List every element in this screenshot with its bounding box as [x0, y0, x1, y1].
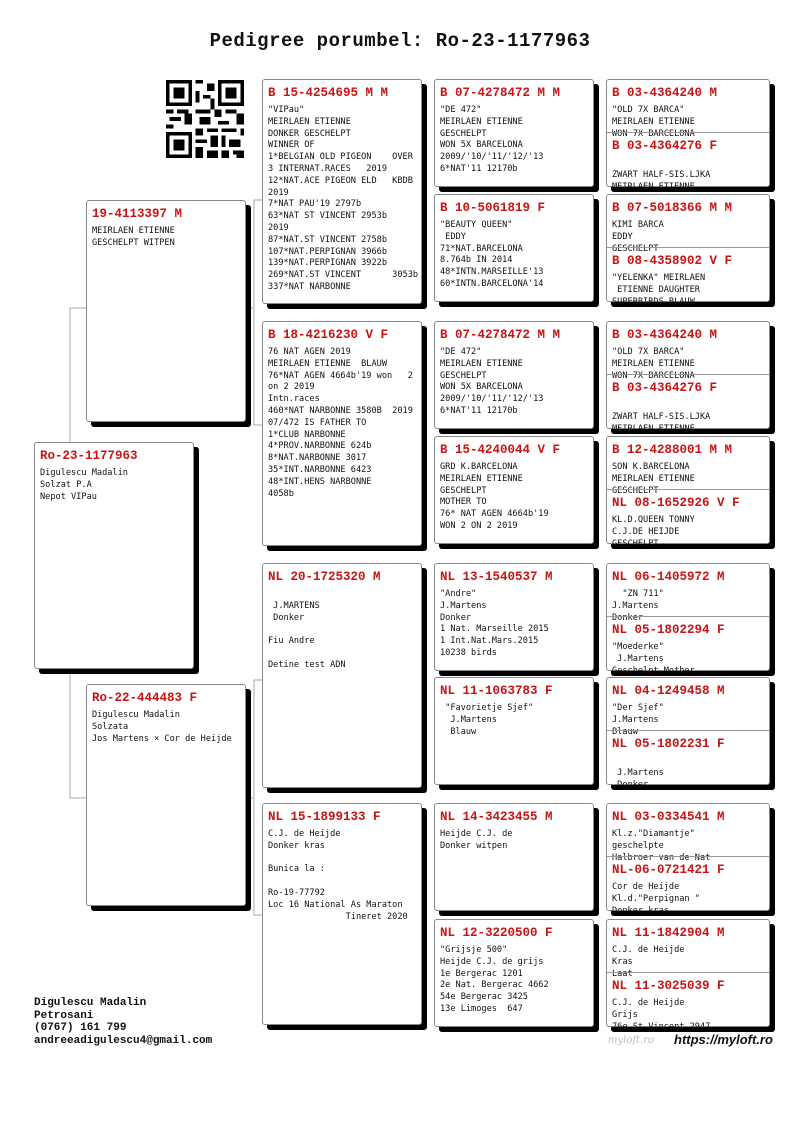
pigeon-details: "ZN 711" J.Martens Donker: [612, 589, 664, 623]
g4-card[interactable]: [434, 803, 594, 911]
g5-pair-card: [606, 803, 770, 916]
ring-number: NL 11-1842904 M: [612, 926, 725, 940]
ring-number: NL 05-1802294 F: [612, 623, 725, 637]
sire-sire-card[interactable]: [262, 79, 422, 304]
g5-pair-card: [606, 321, 770, 434]
ring-number: NL 14-3423455 M: [440, 810, 553, 824]
pigeon-details: "VIPau" MEIRLAEN ETIENNE DONKER GESCHELPT WINNER OF 1*BELGIAN OLD PIGEON OVER 3 INTERNAT.RACES 2019 12*NAT.ACE PIGEON ELD KBDB 2019 7*NAT PAU'19 2797b 63*NAT ST VINCENT 2953b 2019 87*NAT.ST VINCENT 2758b 107*NAT.PERPIGNAN 3966b 139*NAT.PERPIGNAN 3922b 269*NAT.ST VINCENT 3053b 337*NAT NARBONNE: [268, 105, 419, 292]
pigeon-details: "YELENKA" MEIRLAEN ETIENNE DAUGHTER SUPERBIRDS BLAUW: [612, 273, 706, 307]
g4-card[interactable]: [434, 321, 594, 429]
ring-number: NL 05-1802231 F: [612, 737, 725, 751]
sire-dam-card[interactable]: [262, 321, 422, 546]
ring-number: B 07-4278472 M M: [440, 86, 561, 100]
watermark-text: myloft.ro: [608, 1035, 655, 1046]
pigeon-details: KIMI BARCA EDDY GESCHELPT: [612, 220, 664, 254]
ring-number: B 03-4364240 M: [612, 86, 718, 100]
g5-card[interactable]: [607, 195, 769, 254]
ring-number: NL 04-1249458 M: [612, 684, 725, 698]
pigeon-details: "OLD 7X BARCA" MEIRLAEN ETIENNE WON 7X BARCELONA: [612, 105, 695, 139]
pigeon-details: "OLD 7X BARCA" MEIRLAEN ETIENNE WON 7X BARCELONA: [612, 347, 695, 381]
g5-card[interactable]: [607, 375, 769, 434]
pigeon-details: "BEAUTY QUEEN" EDDY 71*NAT.BARCELONA 8.764b IN 2014 48*INTN.MARSEILLE'13 60*INTN.BARCELONA'14: [440, 220, 544, 289]
pigeon-details: GRD K.BARCELONA MEIRLAEN ETIENNE GESCHELPT MOTHER TO 76* NAT AGEN 4664b'19 WON 2 ON 2 2019: [440, 462, 549, 531]
pigeon-details: C.J. de Heijde Donker kras Bunica la : Ro-19-77792 Loc 16 National As Maraton Tineret 2020: [268, 829, 408, 922]
ring-number: B 03-4364276 F: [612, 381, 718, 395]
g4-card[interactable]: [434, 563, 594, 671]
pigeon-details: "Der Sjef" J.Martens Blauw: [612, 703, 664, 737]
ring-number: NL 11-3025039 F: [612, 979, 725, 993]
pigeon-details: "DE 472" MEIRLAEN ETIENNE GESCHELPT WON 5X BARCELONA 2009/'10/'11/'12/'13 6*NAT'11 12170b: [440, 347, 544, 416]
dam-card[interactable]: [86, 684, 246, 906]
ring-number: B 03-4364276 F: [612, 139, 718, 153]
owner-city: Petrosani: [34, 1009, 94, 1022]
g5-pair-card: [606, 919, 770, 1032]
pigeon-details: C.J. de Heijde Kras Laat: [612, 945, 685, 979]
dam-sire-card[interactable]: [262, 563, 422, 788]
pigeon-details: C.J. de Heijde Grijs 76e St Vincent 2947: [612, 998, 711, 1032]
owner-phone: (0767) 161 799: [34, 1022, 127, 1035]
ring-number: NL 03-0334541 M: [612, 810, 725, 824]
ring-number: NL 06-1405972 M: [612, 570, 725, 584]
g4-card[interactable]: [434, 79, 594, 187]
owner-contact: [34, 997, 212, 1047]
ring-number: 19-4113397 M: [92, 207, 183, 221]
pigeon-details: SON K.BARCELONA MEIRLAEN ETIENNE GESCHELPT: [612, 462, 695, 496]
ring-number: B 03-4364240 M: [612, 328, 718, 342]
ring-number: B 08-4358902 V F: [612, 254, 733, 268]
pigeon-details: Digulescu Madalin Solzat P.A Nepot VIPau: [40, 468, 128, 502]
ring-number: Ro-22-444483 F: [92, 691, 198, 705]
pigeon-details: Heijde C.J. de Donker witpen: [440, 829, 513, 851]
g5-card[interactable]: [607, 80, 769, 139]
ring-number: B 07-5018366 M M: [612, 201, 733, 215]
ring-number: NL 20-1725320 M: [268, 570, 381, 584]
g5-pair-card: [606, 79, 770, 192]
pigeon-details: Digulescu Madalin Solzata Jos Martens × Cor de Heijde: [92, 710, 232, 744]
pigeon-details: "Moederke" J.Martens Geschelpt Mother: [612, 642, 695, 676]
pigeon-details: "Grijsje 500" Heijde C.J. de grijs 1e Bergerac 1201 2e Nat. Bergerac 4662 54e Bergerac 3425 13e Limoges 647: [440, 945, 549, 1014]
page-title: Pedigree porumbel: Ro-23-1177963: [209, 30, 591, 52]
g5-card[interactable]: [607, 248, 769, 307]
g4-card[interactable]: [434, 677, 594, 785]
owner-email[interactable]: andreeadigulescu4@gmail.com: [34, 1034, 213, 1047]
g5-pair-card: [606, 436, 770, 549]
g5-card[interactable]: [607, 133, 769, 192]
owner-name: Digulescu Madalin: [34, 997, 147, 1009]
g5-pair-card: [606, 677, 770, 790]
pigeon-details: "Favorietje Sjef" J.Martens Blauw: [445, 703, 534, 737]
ring-number: NL 12-3220500 F: [440, 926, 553, 940]
g5-card[interactable]: [607, 857, 769, 916]
g4-card[interactable]: [434, 919, 594, 1027]
ring-number: NL 15-1899133 F: [268, 810, 381, 824]
g5-card[interactable]: [607, 678, 769, 737]
g5-card[interactable]: [607, 617, 769, 676]
g5-card[interactable]: [607, 804, 769, 863]
pigeon-details: "DE 472" MEIRLAEN ETIENNE GESCHELPT WON 5X BARCELONA 2009/'10/'11/'12/'13 6*NAT'11 12170b: [440, 105, 544, 174]
pigeon-details: KL.D.QUEEN TONNY C.J.DE HEIJDE GESCHELPT: [612, 515, 695, 549]
pigeon-details: J.Martens Donker: [617, 767, 664, 790]
pigeon-details: ZWART HALF-SIS.LJKA MEIRLAEN ETIENNE: [612, 169, 711, 192]
ring-number: Ro-23-1177963: [40, 449, 138, 463]
pigeon-details: Cor de Heijde Kl.d."Perpignan " Donker kras: [612, 882, 700, 916]
ring-number: B 18-4216230 V F: [268, 328, 389, 342]
g5-pair-card: [606, 194, 770, 307]
g5-card[interactable]: [607, 564, 769, 623]
ring-number: B 15-4240044 V F: [440, 443, 561, 457]
ring-number: NL 08-1652926 V F: [612, 496, 740, 510]
ring-number: B 12-4288001 M M: [612, 443, 733, 457]
pigeon-details: MEIRLAEN ETIENNE GESCHELPT WITPEN: [92, 226, 175, 248]
myloft-watermark-logo: [608, 1032, 662, 1046]
ring-number: NL-06-0721421 F: [612, 863, 725, 877]
g5-pair-card: [606, 563, 770, 676]
ring-number: NL 13-1540537 M: [440, 570, 553, 584]
pigeon-details: "Andre" J.Martens Donker 1 Nat. Marseille 2015 1 Int.Nat.Mars.2015 10238 birds: [440, 589, 549, 658]
g4-card[interactable]: [434, 436, 594, 544]
g4-card[interactable]: [434, 194, 594, 302]
g5-card[interactable]: [607, 490, 769, 549]
g5-card[interactable]: [607, 731, 769, 790]
ring-number: B 07-4278472 M M: [440, 328, 561, 342]
ring-number: B 10-5061819 F: [440, 201, 546, 215]
ring-number: NL 11-1063783 F: [440, 684, 553, 698]
subject-card[interactable]: [34, 442, 194, 669]
g5-card[interactable]: [607, 973, 769, 1032]
g5-card[interactable]: [607, 437, 769, 496]
dam-dam-card[interactable]: [262, 803, 422, 1025]
pigeon-details: ZWART HALF-SIS.LJKA MEIRLAEN ETIENNE: [612, 411, 711, 434]
pigeon-details: Kl.z."Diamantje" geschelpte Halbroer van de Nat: [612, 829, 711, 863]
ring-number: B 15-4254695 M M: [268, 86, 389, 100]
pigeon-details: 76 NAT AGEN 2019 MEIRLAEN ETIENNE BLAUW 76*NAT AGEN 4664b'19 won 2 on 2 2019 Intn.races 460*NAT NARBONNE 3580B 2019 07/472 IS FATHER TO 1*CLUB NARBONNE 4*PROV.NARBONNE 624b 8*NAT.NARBONNE 3017 35*INT.NARBONNE 6423 48*INT.HENS NARBONNE 4058b: [268, 347, 413, 499]
g5-card[interactable]: [607, 920, 769, 979]
g5-card[interactable]: [607, 322, 769, 381]
pigeon-details: J.MARTENS Donker Fiu Andre Detine test ADN: [268, 600, 346, 670]
sire-card[interactable]: [86, 200, 246, 422]
website-link[interactable]: https://myloft.ro: [674, 1032, 773, 1047]
